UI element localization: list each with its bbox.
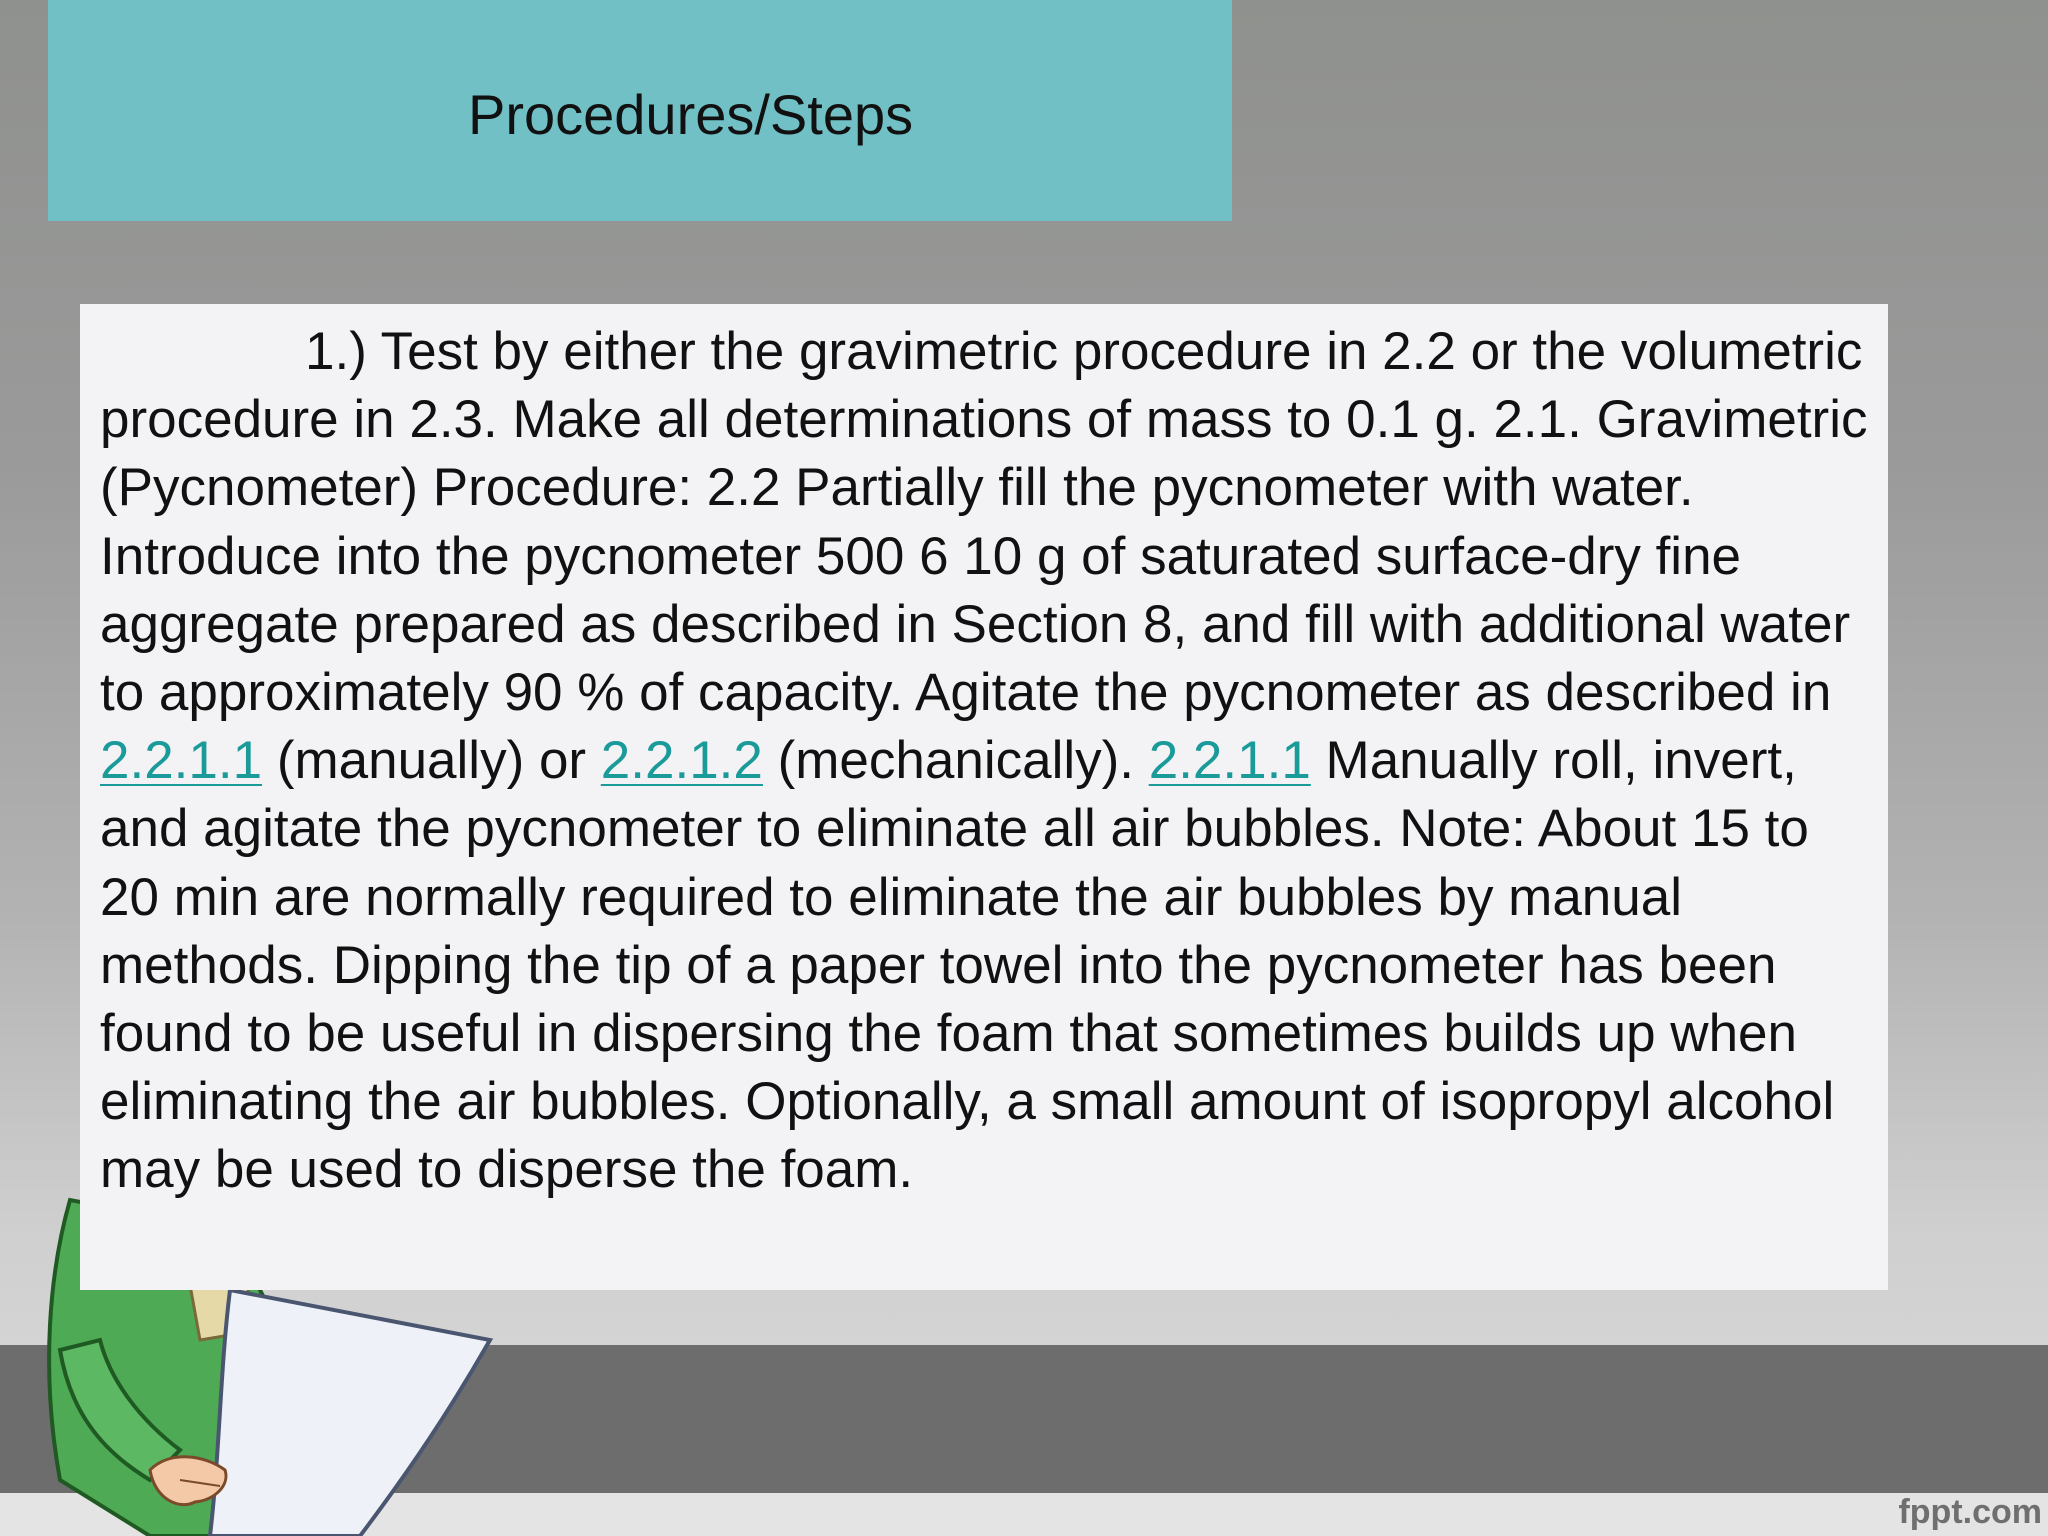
paragraph-text-part-1: 1.) Test by either the gravimetric procedure in 2.2 or the volumetric procedure in 2.3. Make all determinations of mass to 0.1 g. 2.1. Gravimetric (Pycnometer) Procedure: 2.2 Partially fill the pycnometer with water. Introduce into the pycnometer 500 6 10 g of saturated surface-dry fine aggregate prepared as described in Section 8, and fill with additional water to approximately 90 % of capacity. Agitate the pycnometer as described in bbox=[100, 322, 1868, 723]
title-box bbox=[48, 0, 1232, 221]
procedure-paragraph bbox=[100, 318, 1868, 1205]
slide-title: Procedures/Steps bbox=[468, 83, 914, 146]
brand-watermark: fppt.com bbox=[1898, 1493, 2042, 1531]
link-2-2-1-1-second[interactable]: 2.2.1.1 bbox=[1148, 731, 1311, 791]
paragraph-text-part-3: (mechanically). bbox=[762, 731, 1149, 791]
paragraph-text-part-4: Manually roll, invert, and agitate the pycnometer to eliminate all air bubbles. Note: About 15 to 20 min are normally required to eliminate the air bubbles by manual methods. Dipping the tip of a paper towel into the pycnometer has been found to be useful in dispersing the foam that sometimes builds up when eliminating the air bubbles. Optionally, a small amount of isopropyl alcohol may be used to disperse the foam. bbox=[100, 731, 1835, 1200]
paragraph-text-part-2: (manually) or bbox=[262, 731, 601, 791]
link-2-2-1-1[interactable]: 2.2.1.1 bbox=[100, 731, 263, 791]
content-box bbox=[80, 304, 1888, 1290]
link-2-2-1-2[interactable]: 2.2.1.2 bbox=[600, 731, 763, 791]
